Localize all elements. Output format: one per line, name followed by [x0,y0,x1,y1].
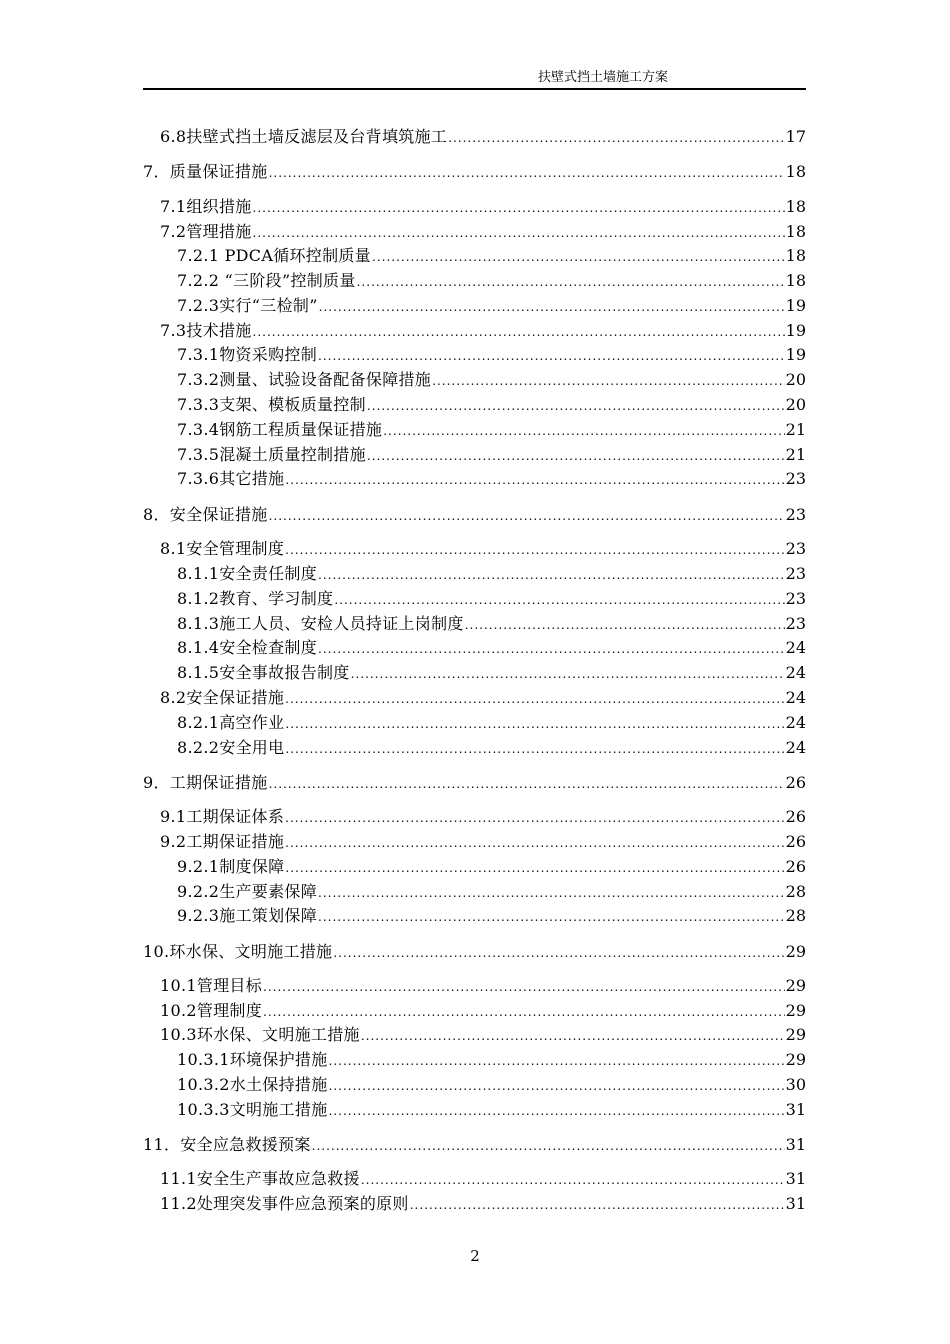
toc-entry-label: 6.8扶壁式挡土墙反滤层及台背填筑施工 [160,127,448,146]
toc-entry[interactable] [160,537,806,561]
toc-entry-label: 8.2安全保证措施 [160,688,285,707]
toc-leader-dots [285,831,784,855]
toc-entry-label: 8.1.3施工人员、安检人员持证上岗制度 [177,614,464,633]
toc-entry-page: 24 [785,638,806,657]
toc-entry[interactable] [160,195,806,219]
toc-entry-label: 10.1管理目标 [160,976,263,995]
toc-leader-dots [318,563,785,587]
toc-entry-page: 29 [785,976,806,995]
toc-entry[interactable] [160,1192,806,1216]
toc-entry[interactable] [143,1133,806,1157]
toc-entry-page: 26 [785,857,806,876]
toc-leader-dots [318,905,785,929]
toc-leader-dots [318,344,785,368]
toc-entry-label: 7.3.4钢筋工程质量保证措施 [177,420,383,439]
toc-entry[interactable] [177,1073,806,1097]
toc-leader-dots [253,221,785,245]
toc-entry-page: 26 [785,832,806,851]
toc-entry-page: 26 [785,807,806,826]
toc-leader-dots [465,613,785,637]
toc-entry-label: 7.3技术措施 [160,321,252,340]
toc-entry[interactable] [177,1048,806,1072]
toc-entry-page: 28 [785,882,806,901]
toc-leader-dots [367,394,785,418]
toc-entry[interactable] [143,940,806,964]
toc-entry-page: 31 [785,1135,806,1154]
header-title: 扶壁式挡土墙施工方案 [537,70,668,85]
toc-entry[interactable] [177,443,806,467]
toc-entry-page: 17 [785,127,806,146]
toc-leader-dots [269,504,785,528]
toc-entry-label: 8.1.1安全责任制度 [177,564,318,583]
toc-entry-label: 8.2.2安全用电 [177,738,285,757]
toc-entry-page: 29 [785,1050,806,1069]
toc-entry-label: 7.3.2测量、试验设备配备保障措施 [177,370,432,389]
toc-leader-dots [448,126,784,150]
toc-entry-page: 23 [785,469,806,488]
toc-entry-label: 7.2.3实行“三检制” [177,296,318,315]
toc-entry-label: 8.2.1高空作业 [177,713,285,732]
toc-entry[interactable] [177,467,806,491]
toc-entry-page: 18 [785,246,806,265]
toc-entry[interactable] [177,393,806,417]
toc-entry-page: 24 [785,688,806,707]
toc-entry[interactable] [160,805,806,829]
toc-entry-label: 11.2处理突发事件应急预案的原则 [160,1194,409,1213]
toc-entry-page: 26 [785,773,806,792]
toc-entry[interactable] [177,294,806,318]
toc-entry-page: 18 [785,271,806,290]
toc-entry-page: 18 [785,197,806,216]
toc-entry-page: 31 [785,1194,806,1213]
toc-entry-label: 7.2.2 “三阶段”控制质量 [177,271,356,290]
toc-leader-dots [367,444,785,468]
toc-entry[interactable] [177,711,806,735]
toc-entry-label: 9.2工期保证措施 [160,832,285,851]
toc-entry[interactable] [177,855,806,879]
toc-entry-page: 24 [785,738,806,757]
toc-leader-dots [334,588,784,612]
toc-entry[interactable] [177,1098,806,1122]
toc-entry-label: 10.3.2水土保持措施 [177,1075,328,1094]
toc-leader-dots [329,1049,785,1073]
toc-entry[interactable] [160,999,806,1023]
toc-entry-page: 18 [785,222,806,241]
page-header [143,62,806,90]
toc-leader-dots [319,295,785,319]
toc-entry-label: 7.2管理措施 [160,222,252,241]
toc-leader-dots [285,856,784,880]
toc-entry-label: 11．安全应急救援预案 [143,1135,311,1154]
toc-entry-label: 7.3.6其它措施 [177,469,285,488]
toc-leader-dots [372,245,785,269]
toc-leader-dots [329,1074,785,1098]
toc-leader-dots [253,196,785,220]
toc-entry-page: 20 [785,395,806,414]
toc-leader-dots [269,772,785,796]
toc-entry[interactable] [160,686,806,710]
toc-entry-page: 30 [785,1075,806,1094]
toc-entry-page: 31 [785,1100,806,1119]
toc-entry-page: 29 [785,942,806,961]
toc-entry-label: 10.环水保、文明施工措施 [143,942,333,961]
toc-entry-label: 8.1安全管理制度 [160,539,285,558]
toc-entry-label: 7.3.5混凝土质量控制措施 [177,445,366,464]
toc-entry-label: 8.1.4安全检查制度 [177,638,318,657]
toc-entry[interactable] [143,160,806,184]
toc-entry[interactable] [177,636,806,660]
toc-entry[interactable] [160,830,806,854]
toc-entry[interactable] [177,244,806,268]
toc-leader-dots [432,369,785,393]
toc-leader-dots [318,637,785,661]
toc-entry[interactable] [160,1167,806,1191]
toc-leader-dots [357,270,785,294]
toc-entry-label: 11.1安全生产事故应急救援 [160,1169,360,1188]
toc-entry-label: 10.3环水保、文明施工措施 [160,1025,360,1044]
toc-entry-page: 24 [785,713,806,732]
toc-leader-dots [263,1000,785,1024]
toc-entry-page: 20 [785,370,806,389]
toc-entry[interactable] [177,904,806,928]
toc-leader-dots [263,975,785,999]
toc-leader-dots [361,1168,785,1192]
toc-entry[interactable] [177,368,806,392]
toc-entry[interactable] [177,612,806,636]
toc-entry[interactable] [160,974,806,998]
toc-entry-page: 19 [785,345,806,364]
toc-entry-label: 9．工期保证措施 [143,773,268,792]
toc-entry-label: 9.2.3施工策划保障 [177,906,318,925]
toc-entry-page: 29 [785,1025,806,1044]
toc-entry-page: 23 [785,539,806,558]
toc-entry[interactable] [177,661,806,685]
toc-leader-dots [361,1024,785,1048]
toc-leader-dots [253,320,785,344]
toc-entry[interactable] [160,125,806,149]
toc-entry-page: 21 [785,420,806,439]
toc-entry-page: 19 [785,321,806,340]
toc-entry-label: 9.2.2生产要素保障 [177,882,318,901]
toc-entry-page: 23 [785,564,806,583]
toc-entry-label: 7.3.3支架、模板质量控制 [177,395,366,414]
toc-entry-label: 7.3.1物资采购控制 [177,345,318,364]
toc-leader-dots [285,806,784,830]
toc-entry-page: 29 [785,1001,806,1020]
toc-entry[interactable] [143,771,806,795]
toc-leader-dots [312,1134,785,1158]
page-number: 2 [470,1247,480,1265]
toc-leader-dots [318,881,785,905]
toc-leader-dots [285,538,784,562]
toc-leader-dots [333,941,784,965]
toc-leader-dots [285,712,784,736]
toc-entry[interactable] [160,1023,806,1047]
toc-entry-page: 19 [785,296,806,315]
toc-entry[interactable] [177,880,806,904]
toc-entry-label: 10.2管理制度 [160,1001,263,1020]
toc-leader-dots [285,687,784,711]
toc-entry[interactable] [177,587,806,611]
toc-entry-label: 10.3.1环境保护措施 [177,1050,328,1069]
toc-entry-label: 8.1.5安全事故报告制度 [177,663,350,682]
toc-entry-page: 31 [785,1169,806,1188]
toc-entry-label: 10.3.3文明施工措施 [177,1100,328,1119]
toc-entry-label: 9.1工期保证体系 [160,807,285,826]
toc-entry[interactable] [160,319,806,343]
toc-entry-page: 23 [785,505,806,524]
toc-entry[interactable] [160,220,806,244]
toc-leader-dots [329,1099,785,1123]
toc-entry-label: 9.2.1制度保障 [177,857,285,876]
toc-entry[interactable] [177,343,806,367]
toc-entry-page: 23 [785,589,806,608]
toc-entry-page: 24 [785,663,806,682]
toc-entry-label: 7.1组织措施 [160,197,252,216]
toc-entry-label: 8.1.2教育、学习制度 [177,589,334,608]
toc-leader-dots [351,662,785,686]
toc-entry-page: 18 [785,162,806,181]
toc-entry[interactable] [177,736,806,760]
toc-entry[interactable] [143,503,806,527]
toc-entry-page: 21 [785,445,806,464]
toc-entry-label: 7.2.1 PDCA循环控制质量 [177,246,371,265]
toc-leader-dots [383,419,784,443]
toc-leader-dots [285,737,784,761]
toc-entry[interactable] [177,562,806,586]
toc-entry[interactable] [177,418,806,442]
toc-entry-page: 28 [785,906,806,925]
toc-leader-dots [410,1193,785,1217]
toc-leader-dots [269,161,785,185]
toc-entry[interactable] [177,269,806,293]
toc-leader-dots [285,468,784,492]
toc-entry-label: 7．质量保证措施 [143,162,268,181]
toc-entry-page: 23 [785,614,806,633]
toc-entry-label: 8．安全保证措施 [143,505,268,524]
